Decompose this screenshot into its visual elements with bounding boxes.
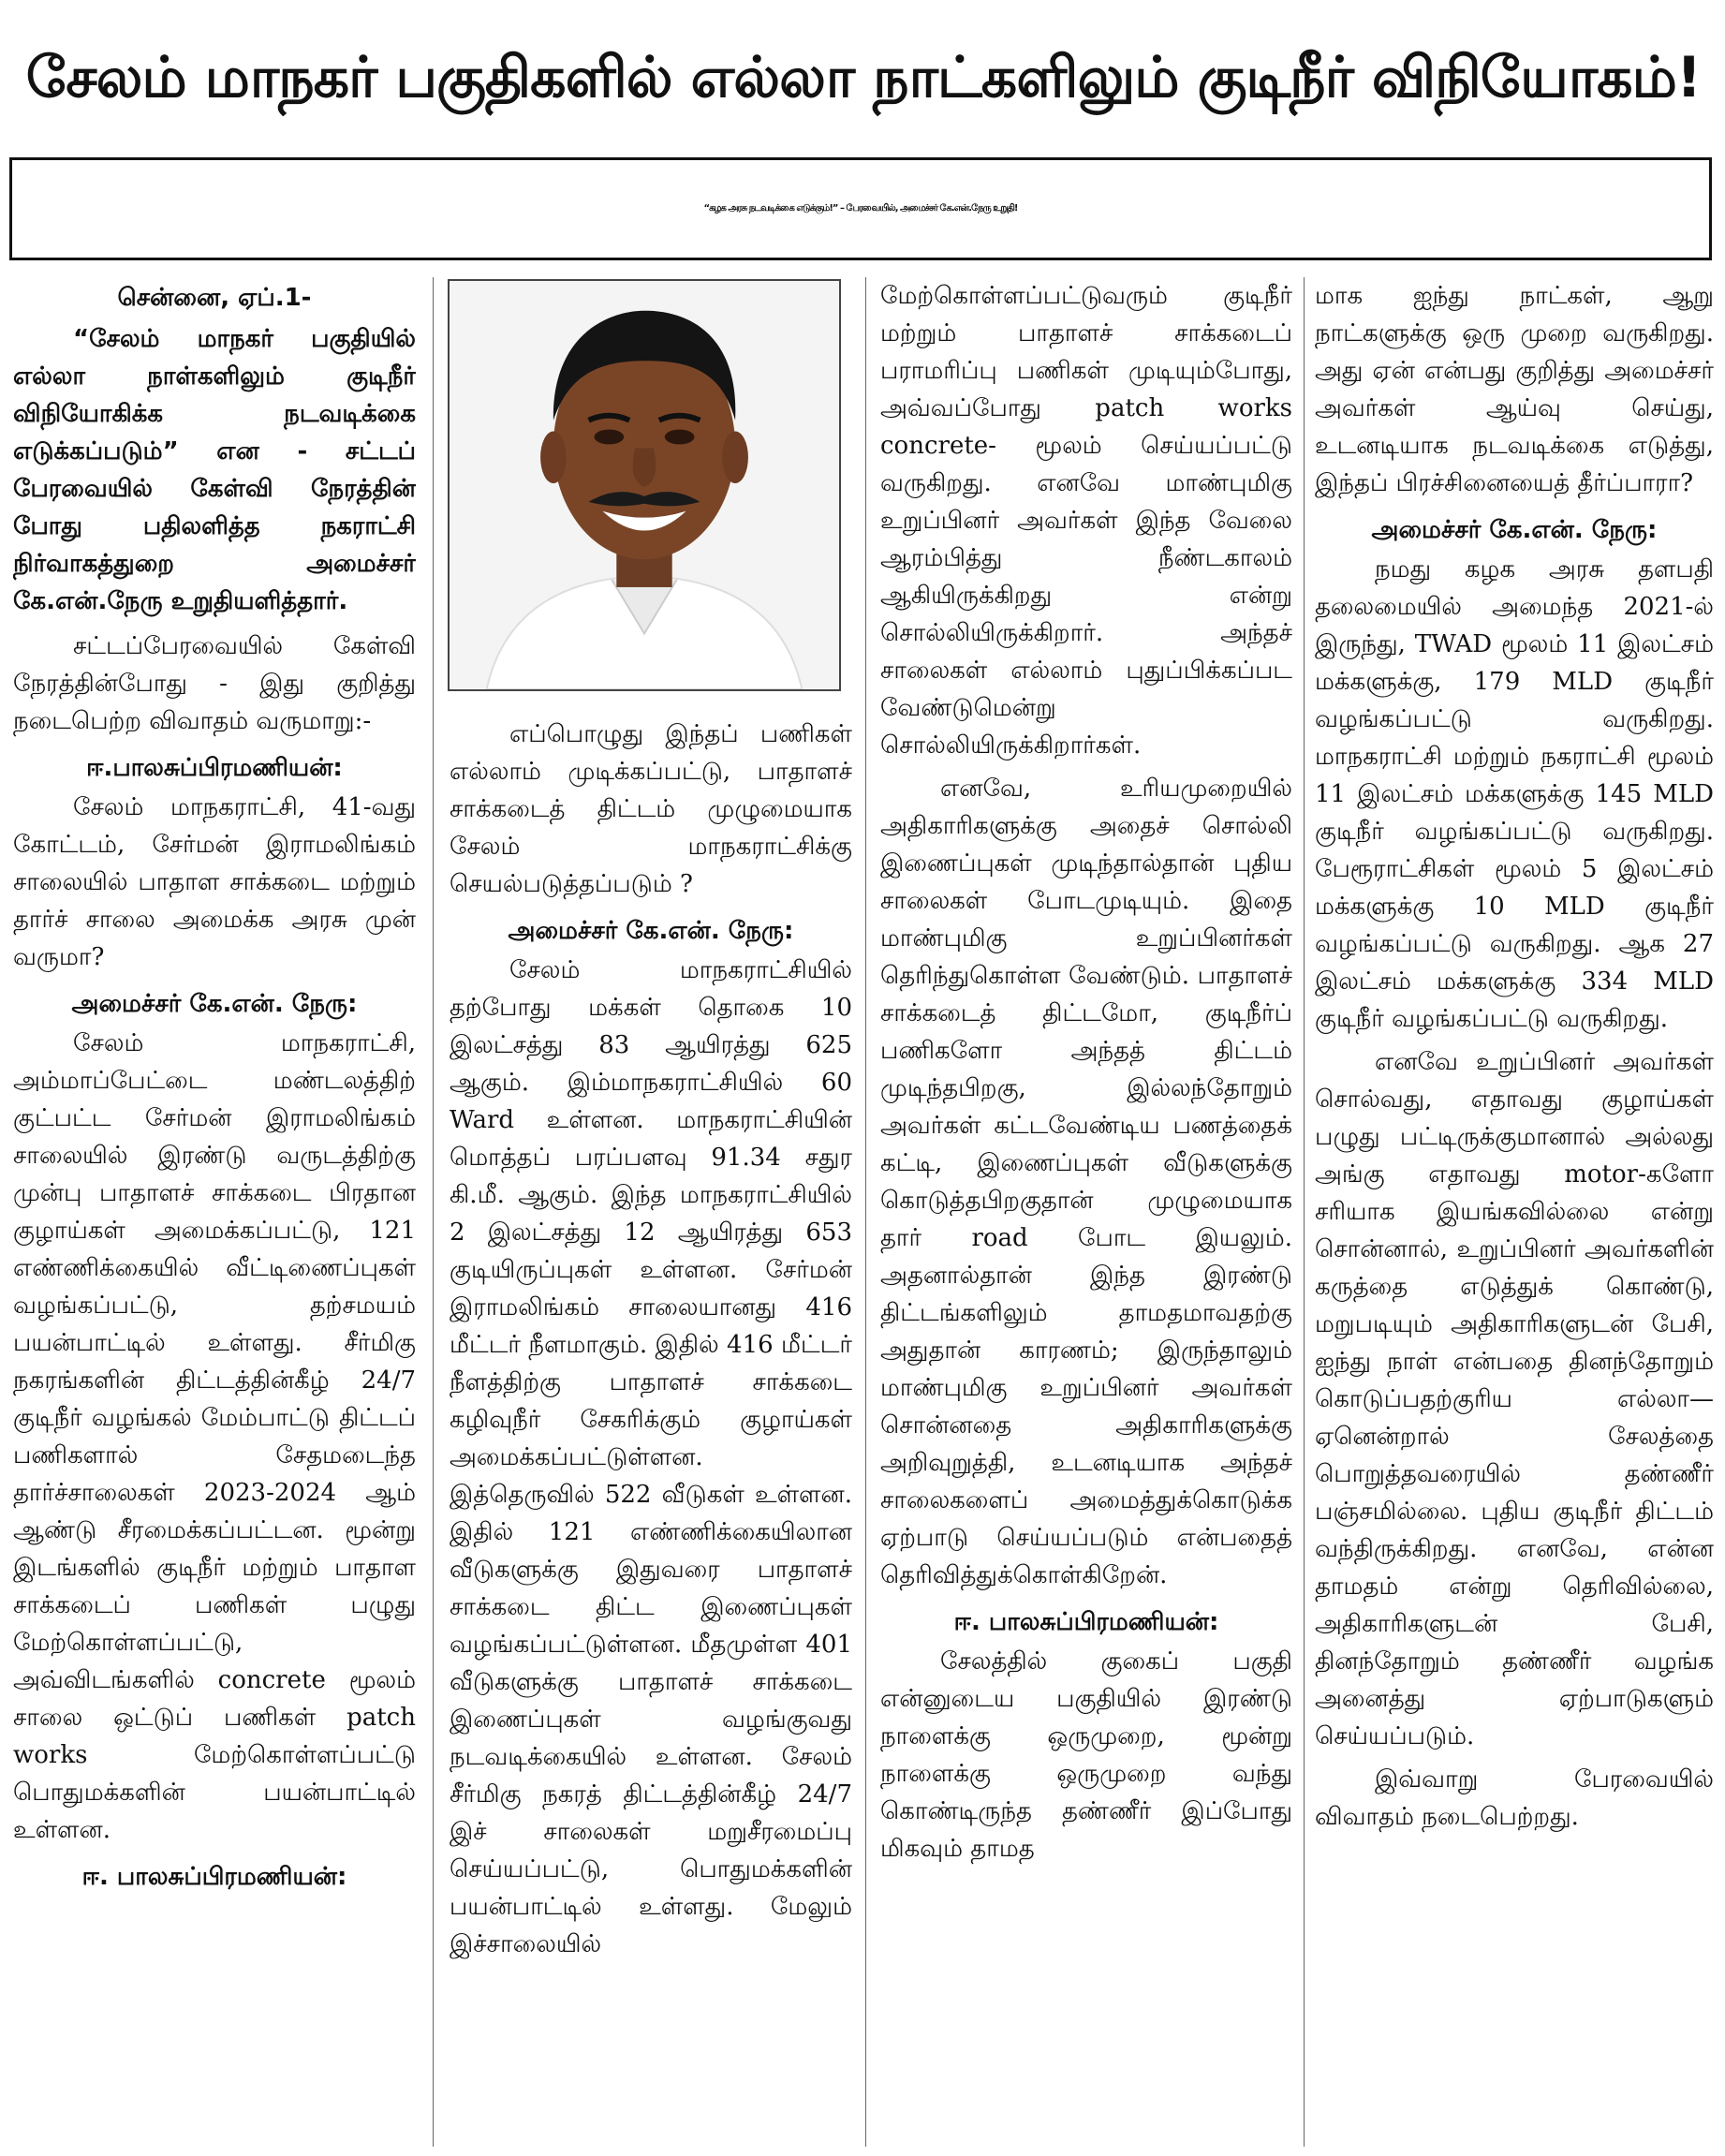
- portrait-illustration: [450, 281, 839, 689]
- subheadline-box: [9, 157, 1712, 260]
- paragraph: சட்டப்பேரவையில் கேள்வி நேரத்தின்போது - இது குறித்து நடைபெற்ற விவாதம் வருமாறு:-: [13, 632, 416, 735]
- headline: சேலம் மாநகர் பகுதிகளில் எல்லா நாட்களிலும் குடிநீர் விநியோகம்!: [25, 45, 1702, 111]
- column-rule: [1304, 277, 1305, 2147]
- lead-paragraph: “சேலம் மாநகர் பகுதியில் எல்லா நாள்களிலும் குடிநீர் விநியோகிக்க நடவடிக்கை எடுக்கப்படும்” என - சட்டப் பேரவையில் கேள்வி நேரத்தின் போது பதிலளித்த நகராட்சி நிர்வாகத்துறை அமைச்சர் கே.என்.நேரு உறுதியளித்தார்.: [13, 325, 416, 615]
- paragraph: சேலம் மாநகராட்சி, 41-வது கோட்டம், சேர்மன் இராமலிங்கம் சாலையில் பாதாள சாக்கடை மற்றும் தார்ச் சாலை அமைக்க அரசு முன் வருமா?: [13, 793, 416, 971]
- column-2: [450, 716, 852, 2150]
- column-rule: [433, 277, 434, 2147]
- minister-photo: [448, 279, 841, 691]
- paragraph: எனவே, உரியமுறையில் அதிகாரிகளுக்கு அதைச் சொல்லி இணைப்புகள் முடிந்தால்தான் புதிய சாலைகள் போடமுடியும். இதை மாண்புமிகு உறுப்பினர்கள் தெரிந்துகொள்ள வேண்டும். பாதாளச் சாக்கடைத் திட்டமோ, குடிநீர்ப் பணிகளோ அந்தத் திட்டம் முடிந்தபிறகு, இல்லந்தோறும் அவர்கள் கட்டவேண்டிய பணத்தைக் கட்டி, இணைப்புகள் வீடுகளுக்கு கொடுத்தபிறகுதான் முழுமையாக தார் road போட இயலும். அதனால்தான் இந்த இரண்டு திட்டங்களிலும் தாமதமாவதற்கு அதுதான் காரணம்; இருந்தாலும் மாண்புமிகு உறுப்பினர் அவர்கள் சொன்னதை அதிகாரிகளுக்கு அறிவுறுத்தி, உடனடியாக அந்தச் சாலைகளைப் அமைத்துக்கொடுக்க ஏற்பாடு செய்யப்படும் என்பதைத் தெரிவித்துக்கொள்கிறேன்.: [880, 775, 1292, 1589]
- column-rule: [865, 277, 866, 2147]
- paragraph: சேலம் மாநகராட்சியில் தற்போது மக்கள் தொகை 10 இலட்சத்து 83 ஆயிரத்து 625 ஆகும். இம்மாநகராட்சியில் 60 Ward உள்ளன. மாநகராட்சியின் மொத்தப் பரப்பளவு 91.34 சதுர கி.மீ. ஆகும். இந்த மாநகராட்சியில் 2 இலட்சத்து 12 ஆயிரத்து 653 குடியிருப்புகள் உள்ளன. சேர்மன் இராமலிங்கம் சாலையானது 416 மீட்டர் நீளமாகும். இதில் 416 மீட்டர் நீளத்திற்கு பாதாளச் சாக்கடை கழிவுநீர் சேகரிக்கும் குழாய்கள் அமைக்கப்பட்டுள்ளன. இத்தெருவில் 522 வீடுகள் உள்ளன. இதில் 121 எண்ணிக்கையிலான வீடுகளுக்கு இதுவரை பாதாளச் சாக்கடை திட்ட இணைப்புகள் வழங்கப்பட்டுள்ளன. மீதமுள்ள 401 வீடுகளுக்கு பாதாளச் சாக்கடை இணைப்புகள் வழங்குவது நடவடிக்கையில் உள்ளன. சேலம் சீர்மிகு நகரத் திட்டத்தின்கீழ் 24/7 இச் சாலைகள் மறுசீரமைப்பு செய்யப்பட்டு, பொதுமக்களின் பயன்பாட்டில் உள்ளது. மேலும் இச்சாலையில்: [450, 956, 852, 1958]
- speaker-label: அமைச்சர் கே.என். நேரு:: [1371, 516, 1658, 544]
- dateline: சென்னை, ஏப்.1-: [117, 284, 312, 312]
- paragraph: இவ்வாறு பேரவையில் விவாதம் நடைபெற்றது.: [1315, 1765, 1714, 1831]
- subheadline: “கழக அரசு நடவடிக்கை எடுக்கும்!” – பேரவையில், அமைச்சர் கே.என்.நேரு உறுதி!: [703, 203, 1018, 214]
- paragraph: எப்பொழுது இந்தப் பணிகள் எல்லாம் முடிக்கப்பட்டு, பாதாளச் சாக்கடைத் திட்டம் முழுமையாக சேலம் மாநகராட்சிக்கு செயல்படுத்தப்படும் ?: [450, 720, 852, 898]
- speaker-label: ஈ. பாலசுப்பிரமணியன்:: [953, 1608, 1219, 1636]
- paragraph: சேலம் மாநகராட்சி, அம்மாப்பேட்டை மண்டலத்திற் குட்பட்ட சேர்மன் இராமலிங்கம் சாலையில் இரண்டு வருடத்திற்கு முன்பு பாதாளச் சாக்கடை பிரதான குழாய்கள் அமைக்கப்பட்டு, 121 எண்ணிக்கையில் வீட்டிணைப்புகள் வழங்கப்பட்டு, தற்சமயம் பயன்பாட்டில் உள்ளது. சீர்மிகு நகரங்களின் திட்டத்தின்கீழ் 24/7 குடிநீர் வழங்கல் மேம்பாட்டு திட்டப் பணிகளால் சேதமடைந்த தார்ச்சாலைகள் 2023-2024 ஆம் ஆண்டு சீரமைக்கப்பட்டன. மூன்று இடங்களில் குடிநீர் மற்றும் பாதாள சாக்கடைப் பணிகள் பழுது மேற்கொள்ளப்பட்டு, அவ்விடங்களில் concrete மூலம் சாலை ஒட்டுப் பணிகள் patch works மேற்கொள்ளப்பட்டு பொதுமக்களின் பயன்பாட்டில் உள்ளன.: [13, 1029, 416, 1844]
- speaker-label: ஈ. பாலசுப்பிரமணியன்:: [81, 1863, 347, 1891]
- paragraph: எனவே உறுப்பினர் அவர்கள் சொல்வது, எதாவது குழாய்கள் பழுது பட்டிருக்குமானால் அல்லது அங்கு எதாவது motor-களோ சரியாக இயங்கவில்லை என்று சொன்னால், உறுப்பினர் அவர்களின் கருத்தை எடுத்துக் கொண்டு, மறுபடியும் அதிகாரிகளுடன் பேசி, ஐந்து நாள் என்பதை தினந்தோறும் கொடுப்பதற்குரிய எல்லா— ஏனென்றால் சேலத்தை பொறுத்தவரையில் தண்ணீர் பஞ்சமில்லை. புதிய குடிநீர் திட்டம் வந்திருக்கிறது. எனவே, என்ன தாமதம் என்று தெரிவில்லை, அதிகாரிகளுடன் பேசி, தினந்தோறும் தண்ணீர் வழங்க அனைத்து ஏற்பாடுகளும் செய்யப்படும்.: [1315, 1048, 1714, 1750]
- paragraph: மாக ஐந்து நாட்கள், ஆறு நாட்களுக்கு ஒரு முறை வருகிறது. அது ஏன் என்பது குறித்து அமைச்சர் அவர்கள் ஆய்வு செய்து, உடனடியாக நடவடிக்கை எடுத்து, இந்தப் பிரச்சினையைத் தீர்ப்பாரா?: [1315, 282, 1714, 497]
- paragraph: சேலத்தில் குகைப் பகுதி என்னுடைய பகுதியில் இரண்டு நாளைக்கு ஒருமுறை, மூன்று நாளைக்கு ஒருமுறை வந்து கொண்டிருந்த தண்ணீர் இப்போது மிகவும் தாமத: [880, 1647, 1292, 1863]
- speaker-label: அமைச்சர் கே.என். நேரு:: [71, 990, 358, 1018]
- column-3: [880, 277, 1292, 2150]
- paragraph: மேற்கொள்ளப்பட்டுவரும் குடிநீர் மற்றும் பாதாளச் சாக்கடைப் பராமரிப்பு பணிகள் முடியும்போது, அவ்வப்போது patch works concrete- மூலம் செய்யப்பட்டு வருகிறது. எனவே மாண்புமிகு உறுப்பினர் அவர்கள் இந்த வேலை ஆரம்பித்து நீண்டகாலம் ஆகியிருக்கிறது என்று சொல்லியிருக்கிறார். அந்தச் சாலைகள் எல்லாம் புதுப்பிக்கப்பட வேண்டுமென்று சொல்லியிருக்கிறார்கள்.: [880, 282, 1292, 760]
- column-4: [1315, 277, 1714, 2150]
- speaker-label: அமைச்சர் கே.என். நேரு:: [508, 917, 794, 945]
- paragraph: நமது கழக அரசு தளபதி தலைமையில் அமைந்த 2021-ல் இருந்து, TWAD மூலம் 11 இலட்சம் மக்களுக்கு, 179 MLD குடிநீர் வழங்கப்பட்டு வருகிறது. மாநகராட்சி மற்றும் நகராட்சி மூலம் 11 இலட்சம் மக்களுக்கு 145 MLD குடிநீர் வழங்கப்பட்டு வருகிறது. பேரூராட்சிகள் மூலம் 5 இலட்சம் மக்களுக்கு 10 MLD குடிநீர் வழங்கப்பட்டு வருகிறது. ஆக 27 இலட்சம் மக்களுக்கு 334 MLD குடிநீர் வழங்கப்பட்டு வருகிறது.: [1315, 555, 1714, 1033]
- speaker-label: ஈ.பாலசுப்பிரமணியன்:: [86, 754, 343, 782]
- column-1: [13, 277, 416, 2150]
